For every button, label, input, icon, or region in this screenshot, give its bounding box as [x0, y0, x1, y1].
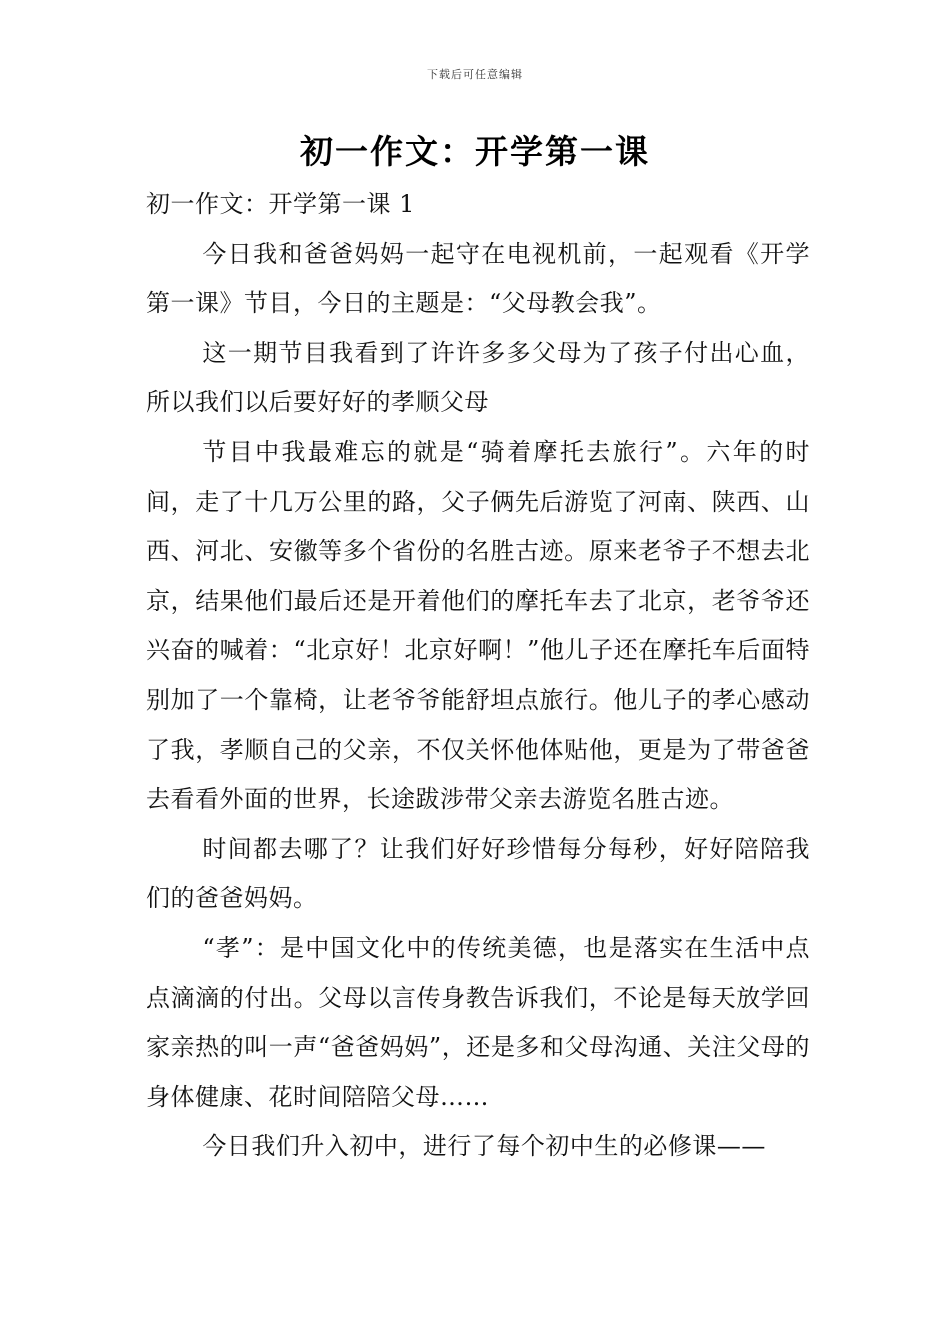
paragraph: “孝”：是中国文化中的传统美德，也是落实在生活中点点滴滴的付出。父母以言传身教告诉我们，不论是每天放学回家亲热的叫一声“爸爸妈妈”，还是多和父母沟通、关注父母的身体健康、花时间陪陪父母……: [146, 933, 810, 1111]
page-title: 初一作文：开学第一课: [300, 132, 650, 171]
header-note: 下载后可任意编辑: [427, 68, 523, 81]
paragraph: 今日我们升入初中，进行了每个初中生的必修课——: [202, 1132, 766, 1161]
paragraph: 今日我和爸爸妈妈一起守在电视机前，一起观看《开学第一课》节目，今日的主题是：“父母教会我”。: [146, 239, 810, 318]
paragraph: 时间都去哪了？让我们好好珍惜每分每秒，好好陪陪我们的爸爸妈妈。: [146, 834, 810, 913]
essay-body: [146, 180, 810, 1172]
paragraph: 节目中我最难忘的就是“骑着摩托去旅行”。六年的时间，走了十几万公里的路，父子俩先后游览了河南、陕西、山西、河北、安徽等多个省份的名胜古迹。原来老爷子不想去北京，结果他们最后还是开着他们的摩托车去了北京，老爷爷还兴奋的喊着：“北京好！北京好啊！”他儿子还在摩托车后面特别加了一个靠椅，让老爷爷能舒坦点旅行。他儿子的孝心感动了我，孝顺自己的父亲，不仅关怀他体贴他，更是为了带爸爸去看看外面的世界，长途跋涉带父亲去游览名胜古迹。: [146, 437, 810, 814]
paragraph: 这一期节目我看到了许许多多父母为了孩子付出心血，所以我们以后要好好的孝顺父母: [146, 338, 810, 417]
essay-subtitle: 初一作文：开学第一课 1: [146, 190, 415, 218]
